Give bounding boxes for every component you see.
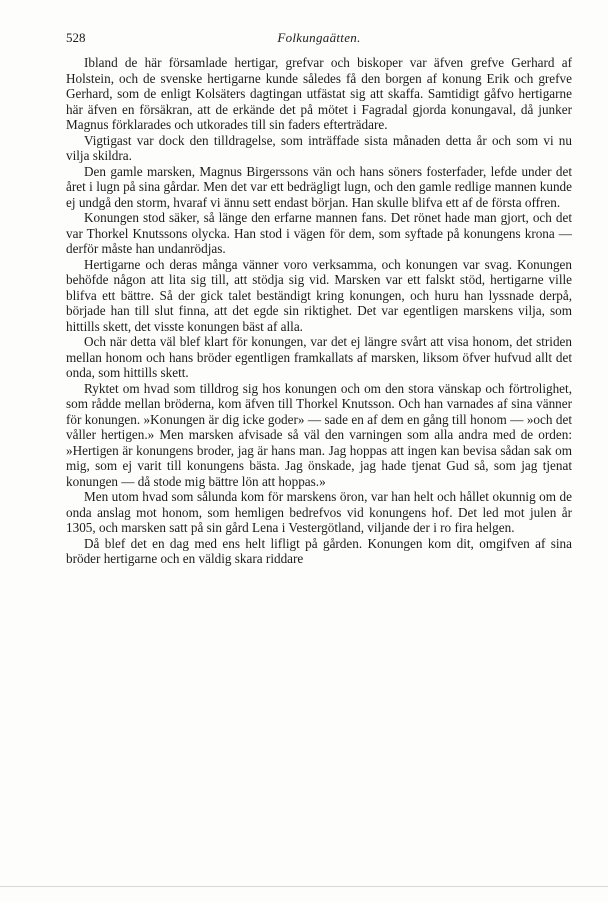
scan-edge-divider	[0, 886, 608, 887]
running-title: Folkungaätten.	[277, 30, 361, 45]
paragraph: Då blef det en dag med ens helt lifligt på gården. Konungen kom dit, omgifven af sina bröder hertigarne och en väldig skara riddare	[66, 535, 572, 566]
paragraph: Vigtigast var dock den tilldragelse, som inträffade sista månaden detta år och som vi nu vilja skildra.	[66, 132, 572, 163]
page-number: 528	[66, 30, 86, 45]
paragraph: Ibland de här församlade hertigar, grefvar och biskoper var äfven grefve Gerhard af Holstein, och de svenske hertigarne kunde således få den borgen af konung Erik och grefve Gerhard, som de enligt Kolsäters dagtingan utfästat sig att skaffa. Samtidigt gåfvo hertigarne här äfven en försäkran, att de erkände det på mötet i Fagradal gjorda konungaval, då junker Magnus förklarades och utkorades till sin faders efterträdare.	[66, 55, 572, 132]
body-text	[66, 55, 572, 567]
page-header	[66, 30, 572, 50]
paragraph: Konungen stod säker, så länge den erfarne mannen fans. Det rönet hade man gjort, och det var Thorkel Knutssons olycka. Han stod i vägen för dem, som syftade på konungens krona — derför måste han undanrödjas.	[66, 210, 572, 256]
paragraph: Ryktet om hvad som tilldrog sig hos konungen och om den stora vänskap och förtrolighet, som rådde mellan bröderna, kom äfven till Thorkel Knutsson. Och han varnades af sina vänner för konungen. »Konungen är dig icke goder» — sade en af dem en gång till honom — »och det våller hertigen.» Men marsken afvisade så väl den varningen som alla andra med de orden: »Hertigen är konungens broder, jag är hans man. Jag hoppas att ingen kan bevisa sådan sak om mig, som ej varit till konungens bästa. Jag önskade, jag hade tjenat Gud så, som jag tjenat konungen — då stode mig bättre lön att hoppas.»	[66, 380, 572, 489]
paragraph: Den gamle marsken, Magnus Birgerssons vän och hans söners fosterfader, lefde under det året i lugn på sina gårdar. Men det var ett bedrägligt lugn, och den gamle redlige mannen kunde ej undgå den storm, hvaraf vi ännu sett endast början. Han skulle blifva ett af de första offren.	[66, 163, 572, 210]
paragraph: Hertigarne och deras många vänner voro verksamma, och konungen var svag. Konungen behöfde någon att lita sig till, att stödja sig vid. Marsken var ett falskt stöd, hertigarne ville blifva ett bättre. Så der gick talet beständigt kring konungen, och huru han lyssnade derpå, började han till slut finna, att det egde sin riktighet. Det var egentligen marskens vilja, som hittills skett, det visste konungen bäst af alla.	[66, 256, 572, 334]
paragraph: Och när detta väl blef klart för konungen, var det ej längre svårt att visa honom, det striden mellan honom och hans bröder egentligen framkallats af marsken, liksom öfver hufvud allt det onda, som hittills skett.	[66, 334, 572, 380]
paragraph: Men utom hvad som sålunda kom för marskens öron, var han helt och hållet okunnig om de onda anslag mot honom, som hemligen bedrefvos vid konungens hof. Det led mot julen år 1305, och marsken satt på sin gård Lena i Vestergötland, viljande der i ro fira helgen.	[66, 489, 572, 535]
